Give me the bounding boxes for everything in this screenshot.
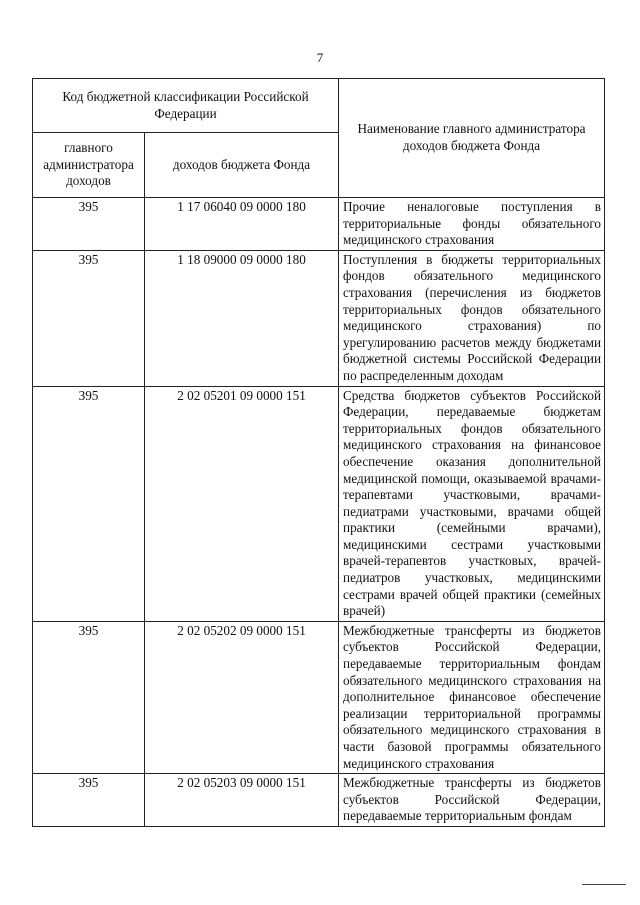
table-row <box>33 386 605 621</box>
income-name-cell: Средства бюджетов субъектов Российской Федерации, передаваемые бюджетам территориальных фондов обязательного медицинского страхования на финансовое обеспечение оказания дополнительной медицинской помощи, оказываемой врачами-терапевтами участковыми, врачами-педиатрами участковыми, врачами общей практики (семейными врачами), медицинскими сестрами участковыми врачей-терапевтов участковых, врачей-педиатров участковых, медицинскими сестрами врачей общей практики (семейных врачей) <box>339 386 605 621</box>
income-name-cell: Поступления в бюджеты территориальных фондов обязательного медицинского страхования (перечисления из бюджетов территориальных фондов обязательного медицинского страхования) по урегулированию расчетов между бюджетами бюджетной системы Российской Федерации по распределенным доходам <box>339 250 605 386</box>
income-name-cell: Межбюджетные трансферты из бюджетов субъектов Российской Федерации, передаваемые территориальным фондам обязательного медицинского страхования на дополнительное финансовое обеспечение реализации территориальной программы обязательного медицинского страхования в части базовой программы обязательного медицинского страхования <box>339 621 605 773</box>
table-row <box>33 774 605 827</box>
admin-code-cell: 395 <box>33 250 145 386</box>
table-row <box>33 250 605 386</box>
header-main-administrator: главного администратора доходов <box>33 133 145 198</box>
income-name-cell: Межбюджетные трансферты из бюджетов субъектов Российской Федерации, передаваемые территориальным фондам <box>339 774 605 827</box>
page-number: 7 <box>316 50 324 65</box>
income-name-cell: Прочие неналоговые поступления в территориальные фонды обязательного медицинского страхования <box>339 198 605 251</box>
income-code-cell: 1 17 06040 09 0000 180 <box>145 198 339 251</box>
income-code-cell: 1 18 09000 09 0000 180 <box>145 250 339 386</box>
table-row <box>33 621 605 773</box>
income-code-cell: 2 02 05203 09 0000 151 <box>145 774 339 827</box>
admin-code-cell: 395 <box>33 774 145 827</box>
admin-code-cell: 395 <box>33 198 145 251</box>
income-code-cell: 2 02 05201 09 0000 151 <box>145 386 339 621</box>
admin-code-cell: 395 <box>33 386 145 621</box>
table-row <box>33 198 605 251</box>
admin-code-cell: 395 <box>33 621 145 773</box>
budget-classification-table <box>32 78 605 827</box>
header-budget-classification-code: Код бюджетной классификации Российской Федерации <box>33 79 339 133</box>
header-administrator-name: Наименование главного администратора доходов бюджета Фонда <box>339 79 605 198</box>
income-code-cell: 2 02 05202 09 0000 151 <box>145 621 339 773</box>
header-fund-income: доходов бюджета Фонда <box>145 133 339 198</box>
page-edge-mark <box>582 884 626 885</box>
